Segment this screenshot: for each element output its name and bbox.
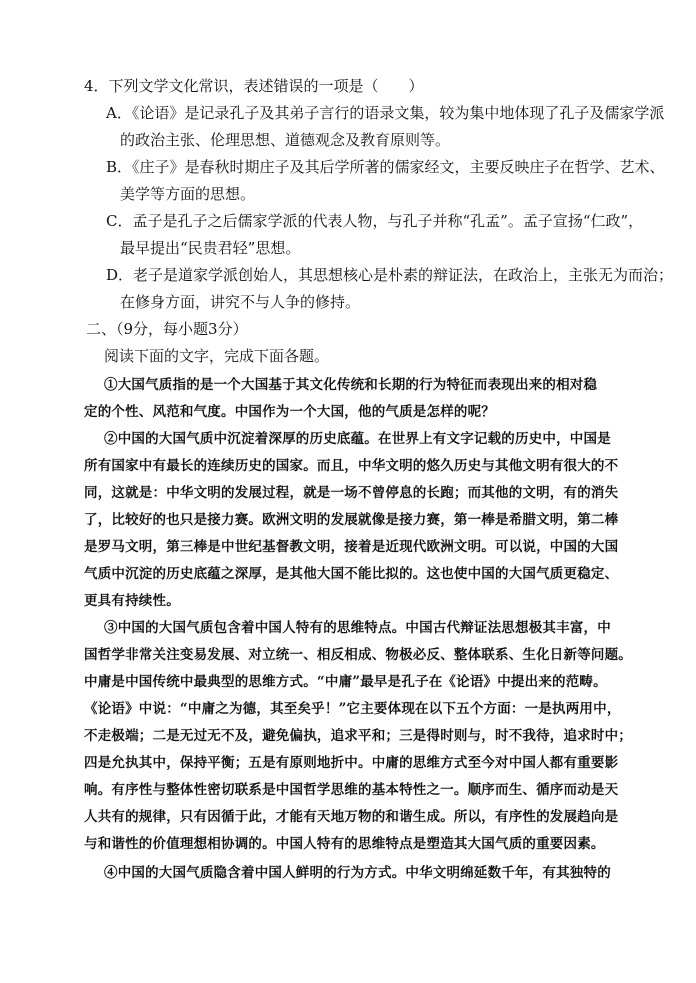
option-a-line1: A．《论语》是记录孔子及其弟子言行的语录文集，较为集中地体现了孔子及儒家学派 (106, 104, 665, 122)
passage-line: 是罗马文明，第三棒是中世纪基督教文明，接着是近现代欧洲文明。可以说，中国的大国 (84, 539, 619, 555)
passage-line: 更具有持续性。 (84, 593, 180, 609)
passage-line: 了，比较好的也只是接力赛。欧洲文明的发展就像是接力赛，第一棒是希腊文明，第二棒 (84, 512, 619, 528)
passage-line: 同，这就是：中华文明的发展过程，就是一场不曾停息的长跑；而其他的文明，有的消失 (84, 485, 619, 501)
option-d-line2: 在修身方面，讲究不与人争的修持。 (120, 293, 361, 311)
option-b-line2: 美学等方面的思想。 (120, 185, 256, 203)
passage-line: ①大国气质指的是一个大国基于其文化传统和长期的行为特征而表现出来的相对稳 (104, 377, 598, 393)
option-a-line2: 的政治主张、伦理思想、道德观念及教育原则等。 (120, 131, 451, 149)
option-d-line1: D．老子是道家学派创始人，其思想核心是朴素的辩证法，在政治上，主张无为而治； (106, 266, 674, 284)
passage-line: ②中国的大国气质中沉淀着深厚的历史底蕴。在世界上有文字记载的历史中，中国是 (104, 431, 611, 447)
passage-line: ④中国的大国气质隐含着中国人鲜明的行为方式。中华文明绵延数千年，有其独特的 (104, 865, 611, 881)
passage-line: 《论语》中说：“中庸之为德，其至矣乎！”它主要体现在以下五个方面：一是执两用中， (84, 701, 621, 717)
passage-line: 四是允执其中，保持平衡；五是有原则地折中。中庸的思维方式至今对中国人都有重要影 (84, 755, 619, 771)
passage-line: 与和谐性的价值理想相协调的。中国人特有的思维特点是塑造其大国气质的重要因素。 (84, 836, 605, 852)
option-b-line1: B．《庄子》是春秋时期庄子及其后学所著的儒家经文，主要反映庄子在哲学、艺术、 (106, 158, 665, 176)
question-4-stem: 4．下列文学文化常识，表述错误的一项是（ ） (84, 77, 424, 95)
passage-line: 中庸是中国传统中最典型的思维方式。“中庸”最早是孔子在《论语》中提出来的范畴。 (84, 674, 607, 690)
passage-line: 定的个性、风范和气度。中国作为一个大国，他的气质是怎样的呢？ (84, 404, 495, 420)
passage-line: 人共有的规律，只有因循于此，才能有天地万物的和谐生成。所以，有序性的发展趋向是 (84, 809, 619, 825)
passage-line: 所有国家中有最长的连续历史的国家。而且，中华文明的悠久历史与其他文明有很大的不 (84, 458, 619, 474)
passage-line: 不走极端；二是无过无不及，避免偏执，追求平和；三是得时则与，时不我待，追求时中； (84, 728, 632, 744)
section-2-heading: 二、（9分，每小题3分） (86, 320, 248, 338)
passage-line: 气质中沉淀的历史底蕴之深厚，是其他大国不能比拟的。这也使中国的大国气质更稳定、 (84, 566, 619, 582)
passage-line: 响。有序性与整体性密切联系是中国哲学思维的基本特性之一。顺序而生、循序而动是天 (84, 782, 619, 798)
passage-line: ③中国的大国气质包含着中国人特有的思维特点。中国古代辩证法思想极其丰富，中 (104, 620, 611, 636)
section-2-instruction: 阅读下面的文字，完成下面各题。 (104, 347, 330, 365)
option-c-line2: 最早提出“民贵君轻”思想。 (120, 239, 301, 257)
passage-line: 国哲学非常关注变易发展、对立统一、相反相成、物极必反、整体联系、生化日新等问题。 (84, 647, 632, 663)
option-c-line1: C．孟子是孔子之后儒家学派的代表人物，与孔子并称“孔孟”。孟子宣扬“仁政”， (106, 212, 644, 230)
